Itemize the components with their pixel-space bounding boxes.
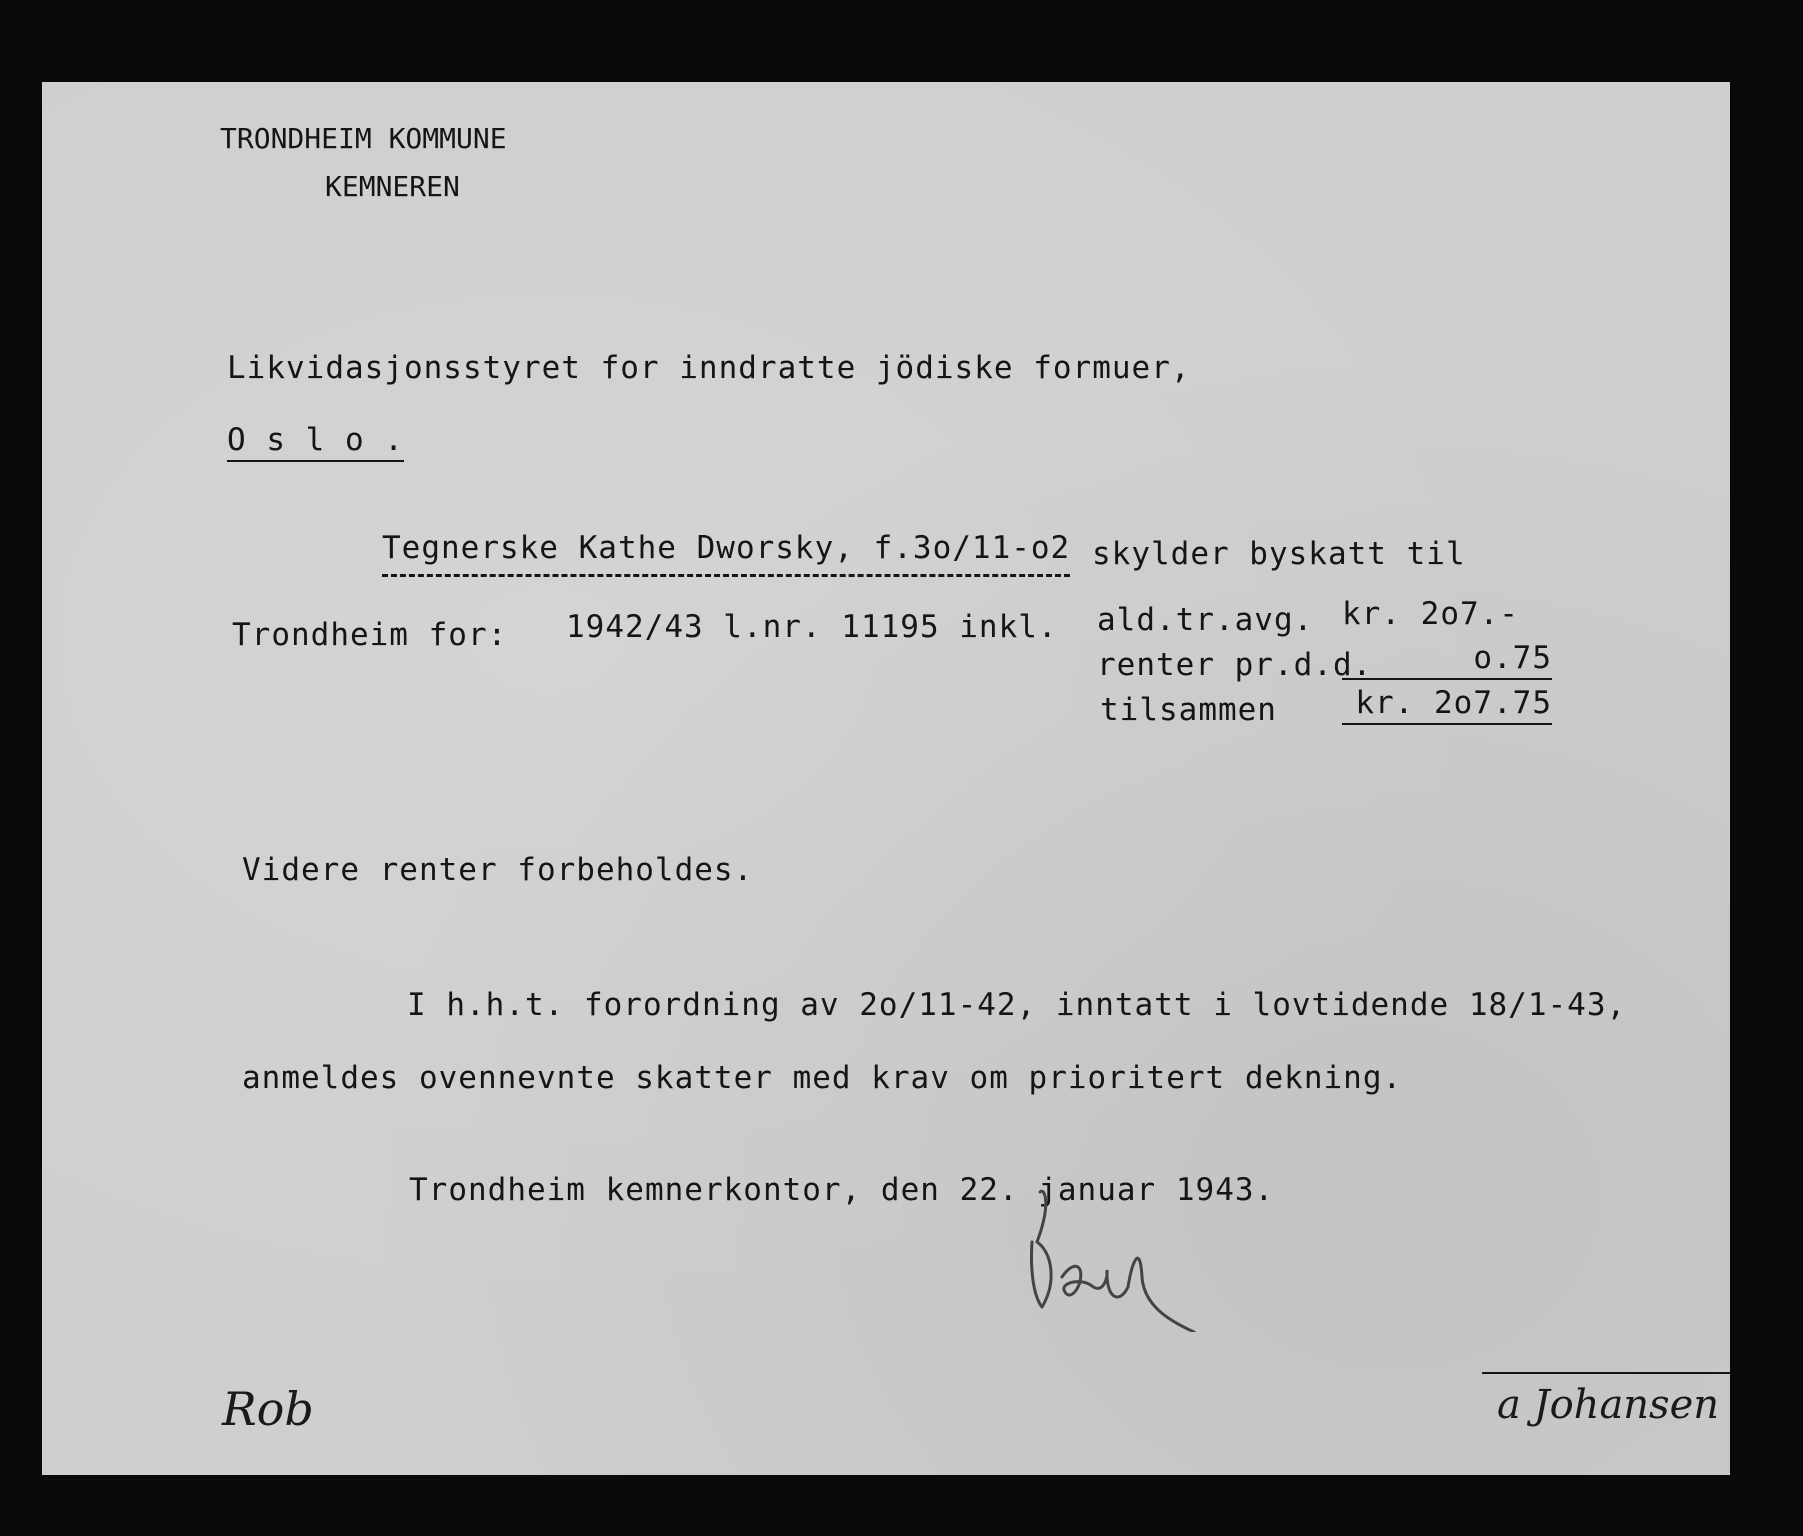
tax-total-label: tilsammen — [1100, 692, 1277, 728]
paragraph-line-2: anmeldes ovennevnte skatter med krav om prioritert dekning. — [242, 1060, 1403, 1096]
document-page — [42, 82, 1730, 1475]
header-line-1: TRONDHEIM KOMMUNE — [220, 122, 507, 155]
handwritten-signature-right: a Johansen — [1497, 1382, 1720, 1428]
handwritten-signature — [1012, 1182, 1272, 1332]
header-line-2: KEMNEREN — [325, 170, 460, 203]
recipient-name: Likvidasjonsstyret for inndratte jödiske formuer, — [227, 350, 1191, 386]
tax-item2-value: o.75 — [1342, 640, 1552, 680]
tax-item1-label: ald.tr.avg. — [1097, 602, 1314, 638]
handwritten-initials: Rob — [222, 1382, 314, 1436]
debtor-name: Tegnerske Kathe Dworsky, f.3o/11-o2 — [382, 530, 1070, 577]
tax-label: Trondheim for: — [232, 617, 508, 653]
signature-line — [1482, 1372, 1730, 1374]
tax-total-value: kr. 2o7.75 — [1342, 685, 1552, 725]
recipient-city: O s l o . — [227, 422, 404, 462]
paragraph-line-1: I h.h.t. forordning av 2o/11-42, inntatt i lovtidende 18/1-43, — [407, 987, 1627, 1023]
tax-item1-value: kr. 2o7.- — [1342, 596, 1519, 632]
tax-detail: 1942/43 l.nr. 11195 inkl. — [566, 609, 1058, 645]
closing-line: Trondheim kemnerkontor, den 22. januar 1943. — [409, 1172, 1275, 1208]
tax-item2-label: renter pr.d.d. — [1097, 647, 1373, 683]
debtor-text: skylder byskatt til — [1092, 536, 1466, 572]
note-text: Videre renter forbeholdes. — [242, 852, 754, 888]
